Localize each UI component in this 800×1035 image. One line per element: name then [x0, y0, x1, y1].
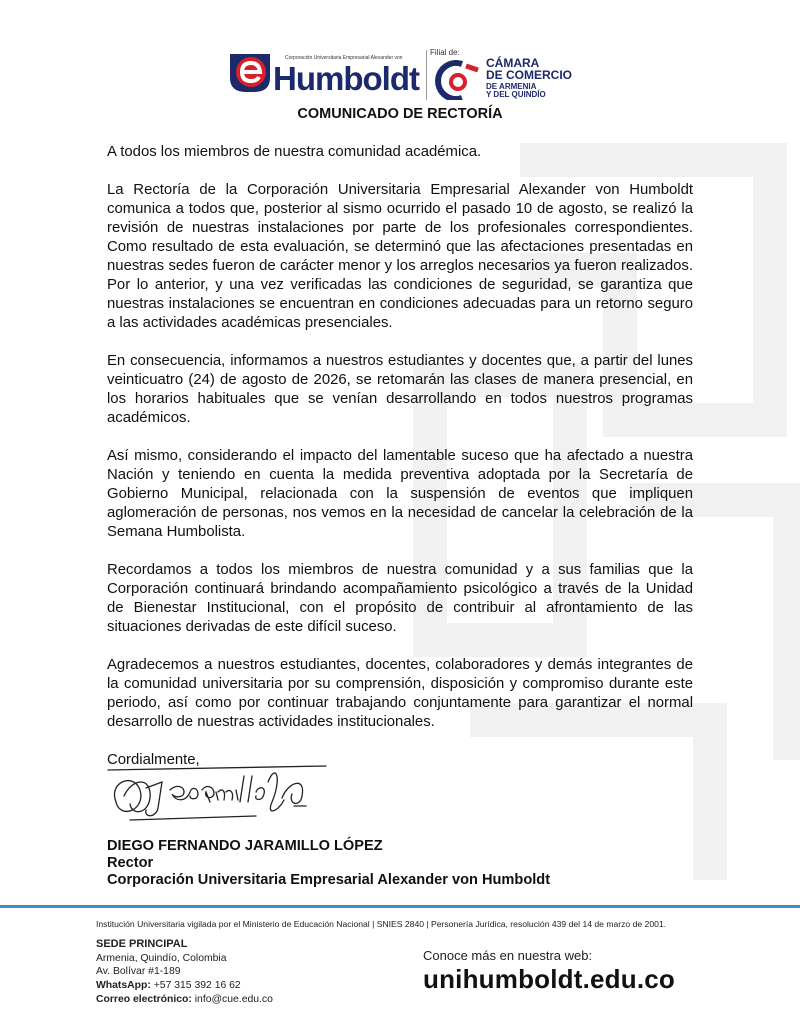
sede-email [96, 993, 273, 1007]
camara-name-line3: DE ARMENIA [486, 82, 537, 91]
letterhead [0, 44, 800, 104]
camara-name-line2: DE COMERCIO [486, 68, 573, 82]
footer-rule [0, 905, 800, 908]
signer-role: Rector [107, 855, 154, 871]
paragraph-psychological-support: Recordamos a todos los miembros de nuestra comunidad y a sus familias que la Corporación continuará brindando acompañamiento psicológico a través de la Unidad de Bienestar Institucional, con el propósito de contribuir al afrontamiento de las situaciones derivadas de este difícil suceso. [107, 562, 693, 635]
greeting: A todos los miembros de nuestra comunidad académica. [107, 144, 482, 160]
document-title: COMUNICADO DE RECTORÍA [297, 106, 503, 122]
closing: Cordialmente, [107, 752, 200, 768]
logo-name: Humboldt [273, 60, 419, 97]
paragraph-classes-resume: En consecuencia, informamos a nuestros estudiantes y docentes que, a partir del lunes veinticuatro (24) de agosto de 2026, se retomarán las clases de manera presencial, en los horarios habituales que se venían desarrollando en todos nuestros programas académicos. [107, 353, 693, 426]
sede-address: Av. Bolívar #1-189 [96, 966, 181, 978]
paragraph-thanks: Agradecemos a nuestros estudiantes, docentes, colaboradores y demás integrantes de la comunidad universitaria por su comprensión, disposición y compromiso durante este periodo, así como por continuar trabajando conjuntamente para garantizar el normal desarrollo de nuestras actividades institucionales. [107, 657, 693, 730]
web-label: Conoce más en nuestra web: [423, 948, 593, 963]
sede-title: SEDE PRINCIPAL [96, 938, 188, 950]
whatsapp-number[interactable]: +57 315 392 16 62 [153, 980, 241, 992]
humboldt-e-logo-icon [228, 50, 272, 94]
email-address[interactable]: info@cue.edu.co [194, 993, 273, 1005]
email-label: Correo electrónico: [96, 993, 192, 1005]
signer-name: DIEGO FERNANDO JARAMILLO LÓPEZ [107, 838, 383, 854]
paragraph-event-cancellation: Así mismo, considerando el impacto del lamentable suceso que ha afectado a nuestra Nación y teniendo en cuenta la medida preventiva adoptada por la Secretaría de Gobierno Municipal, relacionada con la suspensión de eventos que impliquen aglomeración de personas, nos vemos en la necesidad de cancelar la celebración de la Semana Humbolista. [107, 448, 693, 540]
signer-organization: Corporación Universitaria Empresarial Alexander von Humboldt [107, 872, 551, 888]
camara-name-line1: CÁMARA [486, 56, 540, 70]
whatsapp-label: WhatsApp: [96, 980, 151, 992]
sede-contact-block [96, 938, 273, 1007]
sede-whatsapp [96, 979, 273, 993]
website-link[interactable]: unihumboldt.edu.co [423, 964, 676, 994]
letter-body [107, 143, 693, 770]
handwritten-signature [106, 762, 336, 834]
camara-comercio-logo-icon [432, 60, 484, 100]
paragraph-inspection: La Rectoría de la Corporación Universitaria Empresarial Alexander von Humboldt comunica a todos que, posterior al sismo ocurrido el pasado 10 de agosto, se realizó la revisión de nuestras instalaciones por parte de los profesionales correspondientes. Como resultado de esta evaluación, se determinó que las afectaciones presentadas en nuestras sedes fueron de carácter menor y los arreglos necesarios ya fueron realizados. Por lo anterior, y una vez verificadas las condiciones de seguridad, se garantiza que nuestras instalaciones se encuentran en condiciones adecuadas para un retorno seguro a las actividades académicas presenciales. [107, 182, 693, 331]
signer-block [107, 838, 550, 889]
camara-name-line4: Y DEL QUINDÍO [486, 90, 546, 99]
filial-label: Filial de: [430, 48, 460, 57]
logo-divider [426, 50, 427, 100]
accreditation-line: Institución Universitaria vigilada por el Ministerio de Educación Nacional | SNIES 2840 | Personería Jurídica, resolución 439 del 14 de marzo de 2001. [96, 919, 667, 929]
logo-tagline: Corporación Universitaria Empresarial Alexander von [285, 55, 403, 61]
sede-city: Armenia, Quindío, Colombia [96, 952, 227, 964]
